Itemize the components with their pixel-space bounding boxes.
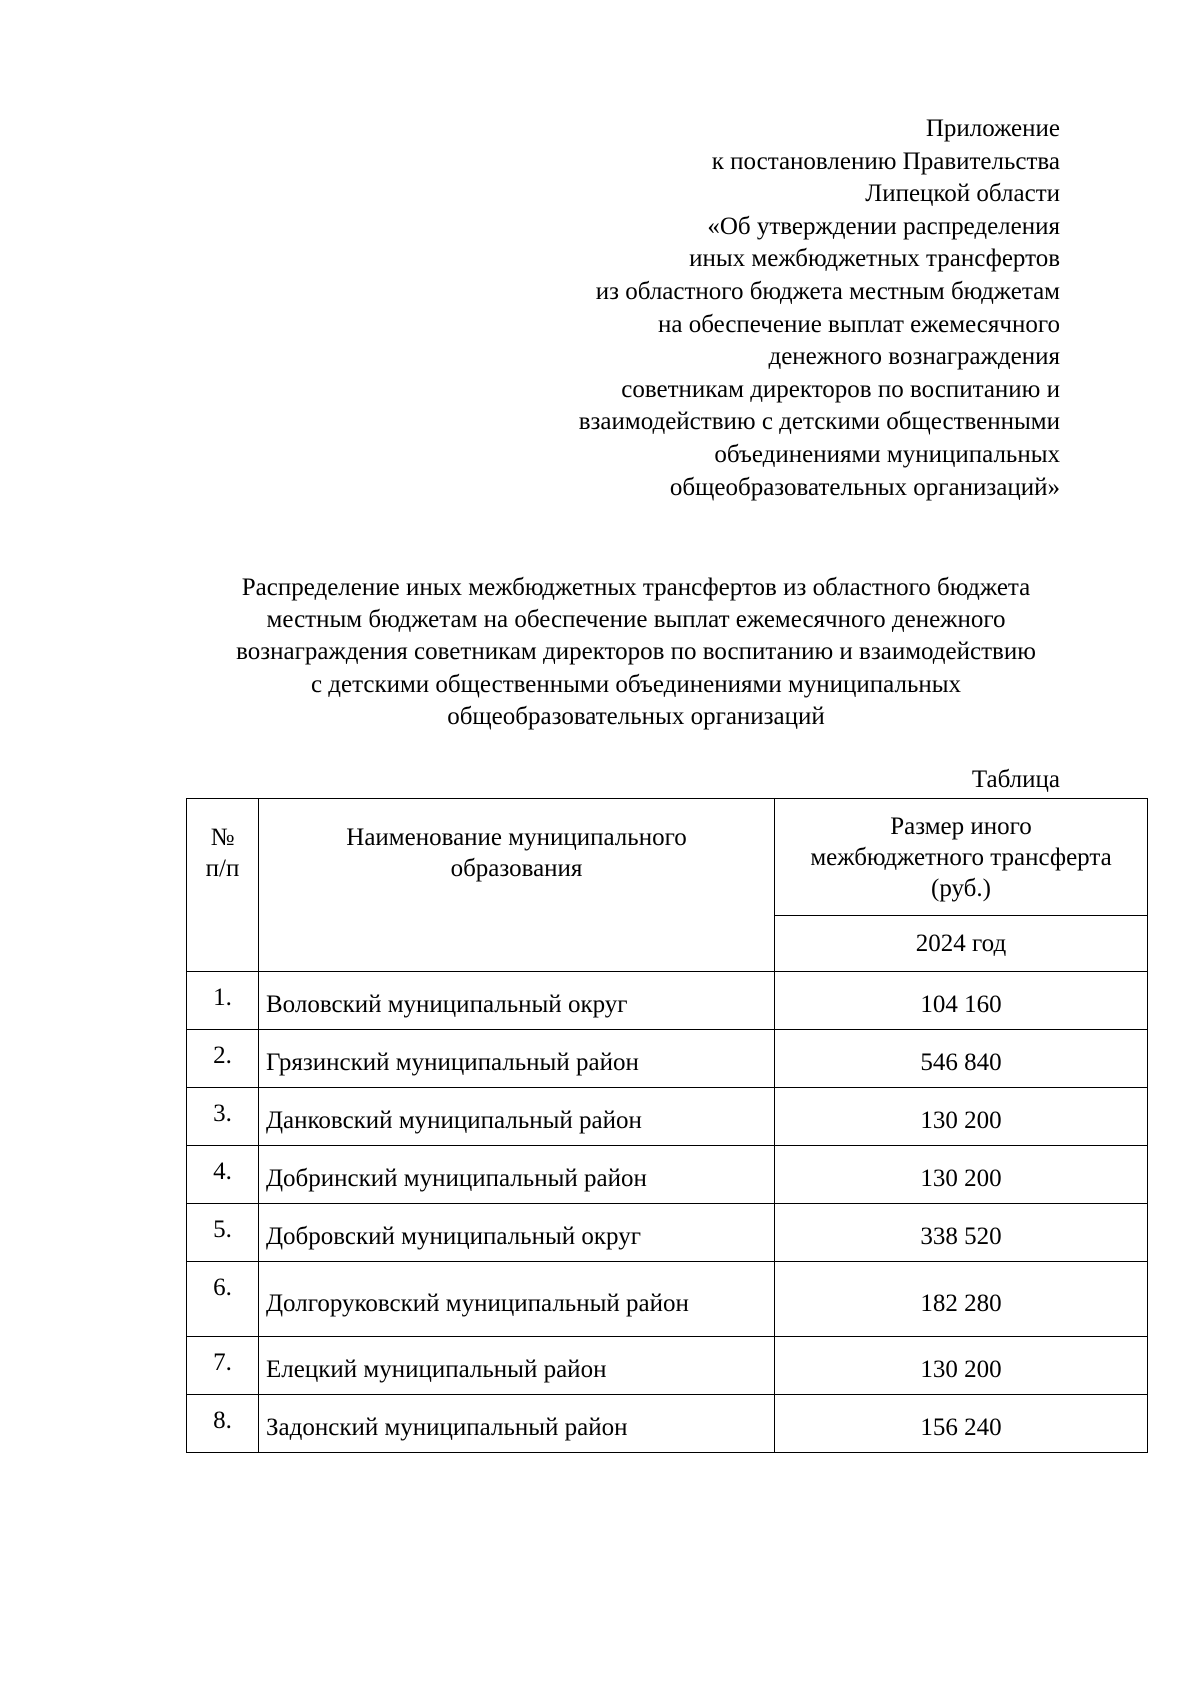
header-number-cell	[187, 799, 259, 972]
appendix-line: Приложение	[925, 115, 1060, 142]
header-number-abbrev: п/п	[205, 855, 240, 882]
document-title	[186, 572, 1086, 733]
table-row	[187, 1337, 1148, 1395]
row-transfer-amount: 130 200	[775, 1337, 1148, 1395]
header-name-line: образования	[450, 855, 583, 882]
table-row	[187, 1262, 1148, 1337]
table-row	[187, 1146, 1148, 1204]
appendix-line: советникам директоров по воспитанию и	[621, 375, 1060, 403]
header-year-cell: 2024 год	[775, 916, 1148, 972]
title-line: местным бюджетам на обеспечение выплат ежемесячного денежного	[266, 606, 1006, 634]
appendix-line: иных межбюджетных трансфертов	[689, 245, 1060, 273]
appendix-block	[420, 113, 1060, 504]
allocation-table	[186, 798, 1148, 1453]
row-number: 3.	[187, 1088, 259, 1146]
table-caption: Таблица	[971, 766, 1060, 793]
appendix-line: общеобразовательных организаций»	[669, 473, 1060, 501]
title-line: Распределение иных межбюджетных трансфертов из областного бюджета	[241, 574, 1031, 601]
appendix-line: денежного вознаграждения	[768, 343, 1060, 371]
table-row	[187, 1395, 1148, 1453]
table-row	[187, 1088, 1148, 1146]
title-line: общеобразовательных организаций	[447, 702, 825, 730]
title-line: вознаграждения советникам директоров по воспитанию и взаимодействию	[236, 638, 1036, 666]
row-transfer-amount: 130 200	[775, 1146, 1148, 1204]
appendix-line: на обеспечение выплат ежемесячного	[658, 310, 1060, 338]
row-municipality-name: Долгоруковский муниципальный район	[259, 1262, 775, 1337]
row-transfer-amount: 104 160	[775, 972, 1148, 1030]
row-number: 1.	[187, 972, 259, 1030]
row-transfer-amount: 156 240	[775, 1395, 1148, 1453]
row-municipality-name: Добринский муниципальный район	[259, 1146, 775, 1204]
appendix-line: объединениями муниципальных	[714, 440, 1060, 468]
row-number: 7.	[187, 1337, 259, 1395]
row-municipality-name: Добровский муниципальный округ	[259, 1204, 775, 1262]
table-row	[187, 972, 1148, 1030]
row-transfer-amount: 130 200	[775, 1088, 1148, 1146]
row-number: 4.	[187, 1146, 259, 1204]
header-value-line: межбюджетного трансферта	[810, 844, 1112, 871]
table-header-row	[187, 799, 1148, 916]
header-name-line: Наименование муниципального	[346, 824, 687, 851]
row-municipality-name: Елецкий муниципальный район	[259, 1337, 775, 1395]
header-name-cell	[259, 799, 775, 972]
title-line: с детскими общественными объединениями муниципальных	[310, 670, 962, 698]
table-row	[187, 1204, 1148, 1262]
row-number: 8.	[187, 1395, 259, 1453]
header-value-cell	[775, 799, 1148, 916]
header-value-line: (руб.)	[931, 875, 991, 902]
row-municipality-name: Воловский муниципальный округ	[259, 972, 775, 1030]
row-transfer-amount: 546 840	[775, 1030, 1148, 1088]
appendix-line: из областного бюджета местным бюджетам	[595, 277, 1060, 305]
appendix-line: Липецкой области	[865, 180, 1060, 208]
appendix-line: взаимодействию с детскими общественными	[578, 408, 1060, 436]
row-transfer-amount: 338 520	[775, 1204, 1148, 1262]
row-transfer-amount: 182 280	[775, 1262, 1148, 1337]
header-number-symbol: №	[210, 824, 235, 851]
appendix-line: к постановлению Правительства	[711, 147, 1060, 175]
row-number: 2.	[187, 1030, 259, 1088]
appendix-line: «Об утверждении распределения	[707, 212, 1060, 240]
row-municipality-name: Задонский муниципальный район	[259, 1395, 775, 1453]
table-row	[187, 1030, 1148, 1088]
header-value-line: Размер иного	[890, 813, 1032, 840]
row-municipality-name: Грязинский муниципальный район	[259, 1030, 775, 1088]
row-number: 5.	[187, 1204, 259, 1262]
row-number: 6.	[187, 1262, 259, 1337]
row-municipality-name: Данковский муниципальный район	[259, 1088, 775, 1146]
